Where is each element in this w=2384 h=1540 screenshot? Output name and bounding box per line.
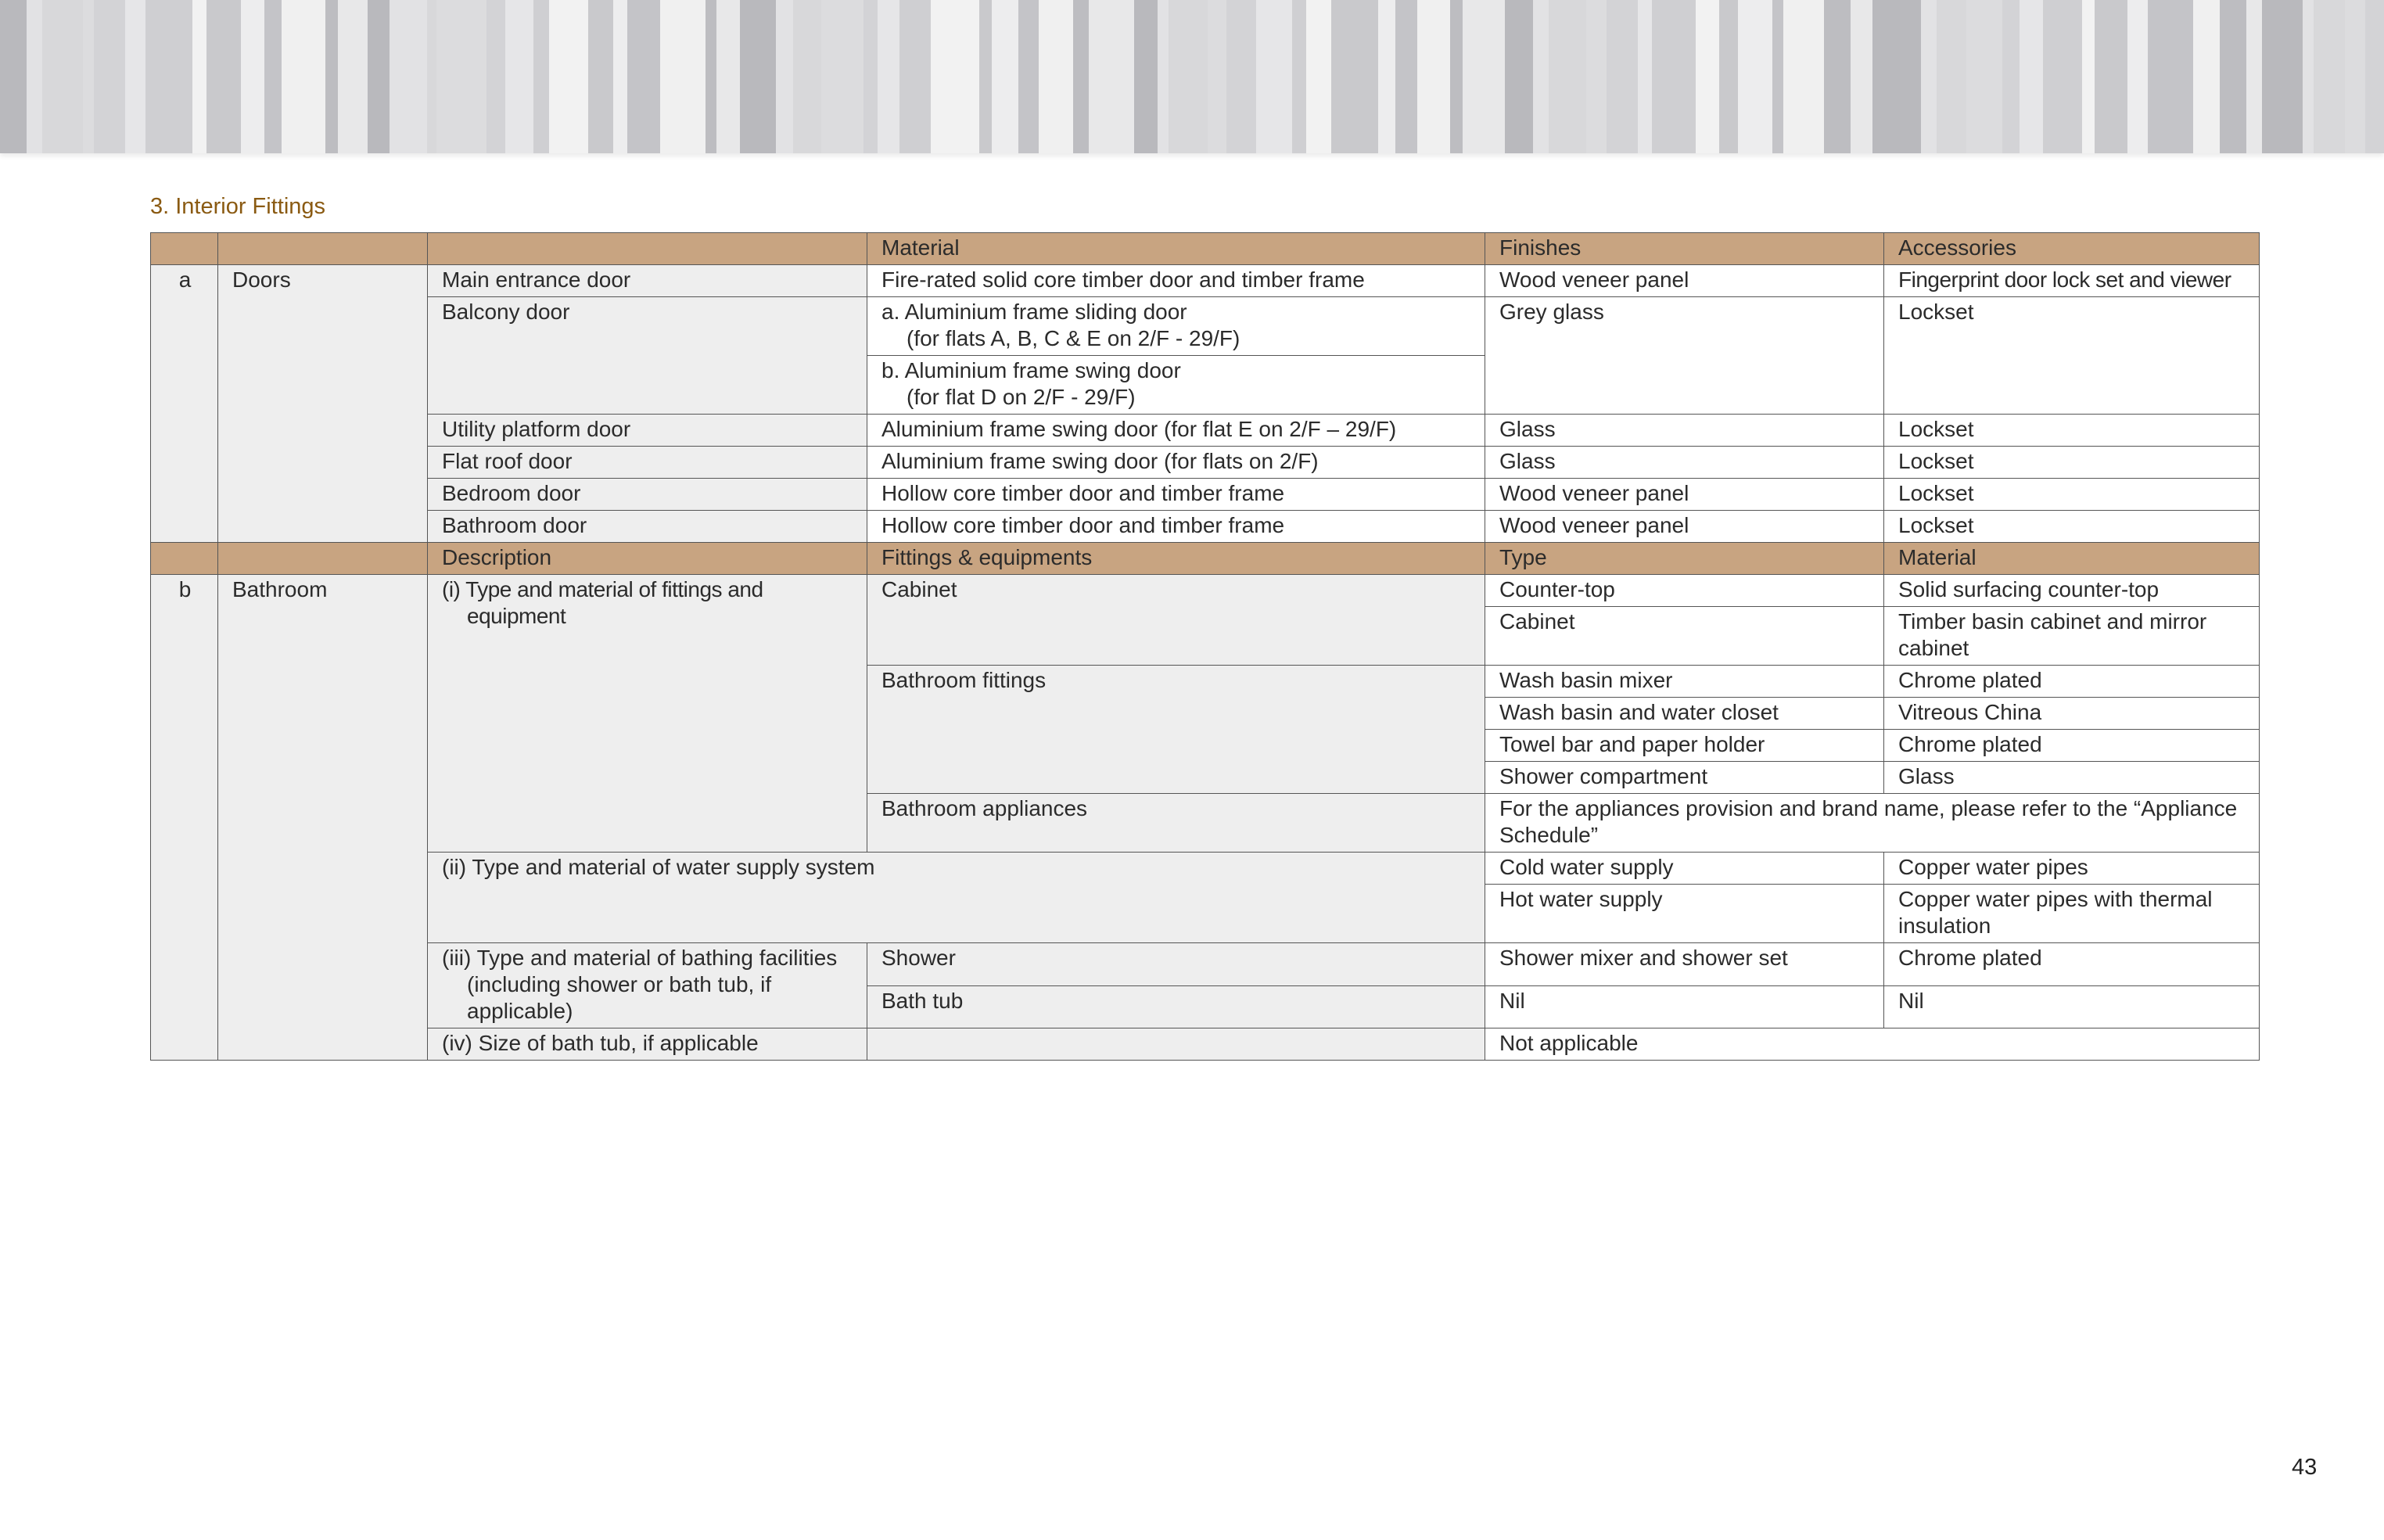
accessories-cell: Fingerprint door lock set and viewer <box>1884 265 2260 297</box>
category-label: Bathroom <box>218 575 428 1061</box>
type-cell: Nil <box>1485 985 1884 1028</box>
header-accessories: Accessories <box>1884 233 2260 265</box>
banner-stripe <box>1378 0 1395 153</box>
empty-cell <box>867 1028 1485 1061</box>
banner-stripe <box>878 0 899 153</box>
banner-stripe <box>1652 0 1696 153</box>
banner-stripe <box>83 0 94 153</box>
banner-stripe <box>1292 0 1306 153</box>
material-cell: Vitreous China <box>1884 698 2260 730</box>
banner-stripe <box>740 0 776 153</box>
banner-stripe <box>427 0 436 153</box>
banner-stripe <box>1872 0 1921 153</box>
material-cell: Glass <box>1884 762 2260 794</box>
banner-stripe <box>1937 0 1966 153</box>
row-index: b <box>151 575 218 1061</box>
description-cell <box>428 575 867 853</box>
banner-stripe <box>1533 0 1549 153</box>
material-cell: Copper water pipes with thermal insulation <box>1884 885 2260 943</box>
item-label: Balcony door <box>428 297 867 415</box>
material-cell <box>867 297 1485 356</box>
banner-stripe <box>1331 0 1378 153</box>
header-finishes: Finishes <box>1485 233 1884 265</box>
banner-stripe <box>27 0 42 153</box>
description-iii: (iii) Type and material of bathing facilities <box>442 946 838 970</box>
banner-stripe <box>1039 0 1073 153</box>
material-option-a: a. Aluminium frame sliding door <box>881 300 1187 324</box>
item-label: Utility platform door <box>428 415 867 447</box>
item-label: Main entrance door <box>428 265 867 297</box>
banner-stripe <box>1395 0 1417 153</box>
bathroom-header-row <box>151 543 2260 575</box>
finishes-cell: Wood veneer panel <box>1485 479 1884 511</box>
material-option-b: b. Aluminium frame swing door <box>881 358 1181 382</box>
doors-header-row <box>151 233 2260 265</box>
banner-stripe <box>549 0 588 153</box>
banner-stripe <box>863 0 878 153</box>
appliances-note: For the appliances provision and brand name, please refer to the “Appliance Schedule” <box>1485 794 2260 853</box>
banner-stripe <box>821 0 863 153</box>
banner-stripe <box>325 0 338 153</box>
banner-stripe <box>1073 0 1089 153</box>
banner-stripe <box>588 0 613 153</box>
banner-stripe <box>2020 0 2043 153</box>
banner-stripe <box>1607 0 1638 153</box>
material-cell: Hollow core timber door and timber frame <box>867 479 1485 511</box>
table-row <box>151 297 2260 356</box>
banner-stripe <box>206 0 241 153</box>
banner-stripe <box>992 0 1018 153</box>
item-label: Bathroom door <box>428 511 867 543</box>
banner-stripe <box>2314 0 2345 153</box>
header-material: Material <box>1884 543 2260 575</box>
fittings-cell: Bathroom appliances <box>867 794 1485 853</box>
type-cell: Shower compartment <box>1485 762 1884 794</box>
fittings-cell: Cabinet <box>867 575 1485 666</box>
table-row <box>151 479 2260 511</box>
material-cell <box>867 356 1485 415</box>
banner-stripe <box>931 0 979 153</box>
table-row <box>151 265 2260 297</box>
banner-stripe <box>1450 0 1463 153</box>
banner-stripe <box>486 0 505 153</box>
banner-stripe <box>192 0 206 153</box>
table-row <box>151 575 2260 607</box>
material-option-a-note: (for flats A, B, C & E on 2/F - 29/F) <box>907 326 1240 350</box>
category-label: Doors <box>218 265 428 543</box>
material-cell: Fire-rated solid core timber door and timber frame <box>867 265 1485 297</box>
header-banner <box>0 0 2384 153</box>
table-row <box>151 853 2260 885</box>
finishes-cell: Wood veneer panel <box>1485 265 1884 297</box>
banner-stripe <box>1824 0 1851 153</box>
accessories-cell: Lockset <box>1884 447 2260 479</box>
banner-stripe <box>2082 0 2095 153</box>
description-ii: (ii) Type and material of water supply system <box>428 853 1485 943</box>
material-cell: Aluminium frame swing door (for flats on 2/F) <box>867 447 1485 479</box>
banner-stripe <box>533 0 549 153</box>
banner-stripe <box>1208 0 1226 153</box>
material-cell: Chrome plated <box>1884 943 2260 986</box>
banner-stripe <box>1719 0 1738 153</box>
header-type: Type <box>1485 543 1884 575</box>
material-cell: Nil <box>1884 985 2260 1028</box>
banner-stripe <box>2303 0 2314 153</box>
banner-stripe <box>264 0 282 153</box>
banner-stripe <box>1226 0 1256 153</box>
banner-stripe <box>368 0 390 153</box>
type-cell: Towel bar and paper holder <box>1485 730 1884 762</box>
banner-stripe <box>979 0 992 153</box>
banner-stripe <box>899 0 931 153</box>
type-cell: Counter-top <box>1485 575 1884 607</box>
banner-stripe <box>716 0 740 153</box>
banner-stripe <box>776 0 793 153</box>
banner-stripe <box>1783 0 1824 153</box>
section-title: 3. Interior Fittings <box>150 194 326 219</box>
banner-stripe <box>2345 0 2365 153</box>
banner-stripe <box>1586 0 1607 153</box>
banner-stripe <box>2002 0 2020 153</box>
banner-stripe <box>660 0 706 153</box>
description-iv: (iv) Size of bath tub, if applicable <box>428 1028 867 1061</box>
item-label: Flat roof door <box>428 447 867 479</box>
banner-stripe <box>241 0 264 153</box>
page-number: 43 <box>2292 1455 2318 1480</box>
banner-stripe <box>1772 0 1783 153</box>
banner-stripe <box>436 0 486 153</box>
banner-stripe <box>2043 0 2082 153</box>
type-cell: Shower mixer and shower set <box>1485 943 1884 986</box>
banner-stripe <box>1134 0 1158 153</box>
banner-stripe <box>390 0 427 153</box>
description-i: (i) Type and material of fittings and <box>442 577 763 601</box>
banner-stripe <box>1018 0 1039 153</box>
type-cell: Cabinet <box>1485 607 1884 666</box>
banner-stripe <box>338 0 368 153</box>
banner-stripe <box>2193 0 2220 153</box>
table-row <box>151 511 2260 543</box>
banner-stripe <box>1089 0 1134 153</box>
table-row <box>151 415 2260 447</box>
banner-stripe <box>1158 0 1169 153</box>
material-cell: Solid surfacing counter-top <box>1884 575 2260 607</box>
banner-stripe <box>0 0 27 153</box>
header-fittings: Fittings & equipments <box>867 543 1485 575</box>
material-cell: Chrome plated <box>1884 666 2260 698</box>
description-i-cont: equipment <box>467 604 566 628</box>
banner-stripe <box>145 0 192 153</box>
type-cell: Hot water supply <box>1485 885 1884 943</box>
banner-stripe <box>1549 0 1586 153</box>
banner-stripe <box>1966 0 2002 153</box>
banner-stripe <box>1638 0 1652 153</box>
material-option-b-note: (for flat D on 2/F - 29/F) <box>907 385 1136 409</box>
accessories-cell: Lockset <box>1884 415 2260 447</box>
banner-stripe <box>2095 0 2127 153</box>
banner-stripe <box>94 0 125 153</box>
accessories-cell: Lockset <box>1884 479 2260 511</box>
material-cell: Chrome plated <box>1884 730 2260 762</box>
header-description: Description <box>428 543 867 575</box>
banner-stripe <box>793 0 821 153</box>
description-cell <box>428 943 867 1028</box>
banner-stripe <box>2220 0 2246 153</box>
banner-stripe <box>1921 0 1937 153</box>
banner-stripe <box>1417 0 1450 153</box>
fittings-cell: Shower <box>867 943 1485 986</box>
banner-stripe <box>505 0 533 153</box>
item-label: Bedroom door <box>428 479 867 511</box>
banner-stripe <box>2246 0 2262 153</box>
table-row <box>151 943 2260 986</box>
interior-fittings-table <box>150 232 2260 1061</box>
header-material: Material <box>867 233 1485 265</box>
banner-stripe <box>42 0 83 153</box>
banner-stripe <box>2262 0 2303 153</box>
accessories-cell: Lockset <box>1884 511 2260 543</box>
banner-stripe <box>1851 0 1872 153</box>
banner-stripe <box>1256 0 1292 153</box>
banner-stripe <box>1696 0 1719 153</box>
material-cell: Hollow core timber door and timber frame <box>867 511 1485 543</box>
finishes-cell: Grey glass <box>1485 297 1884 415</box>
banner-stripe <box>282 0 325 153</box>
fittings-cell: Bath tub <box>867 985 1485 1028</box>
type-cell: Wash basin and water closet <box>1485 698 1884 730</box>
banner-stripe <box>613 0 627 153</box>
banner-stripe <box>706 0 716 153</box>
finishes-cell: Wood veneer panel <box>1485 511 1884 543</box>
banner-stripe <box>125 0 145 153</box>
type-cell: Wash basin mixer <box>1485 666 1884 698</box>
fittings-cell: Bathroom fittings <box>867 666 1485 794</box>
type-cell: Cold water supply <box>1485 853 1884 885</box>
bath-tub-size: Not applicable <box>1485 1028 2260 1061</box>
finishes-cell: Glass <box>1485 447 1884 479</box>
finishes-cell: Glass <box>1485 415 1884 447</box>
material-cell: Aluminium frame swing door (for flat E on 2/F – 29/F) <box>867 415 1485 447</box>
banner-stripe <box>1169 0 1208 153</box>
description-iii-cont: (including shower or bath tub, if applicable) <box>467 972 772 1023</box>
banner-stripe <box>1505 0 1533 153</box>
banner-stripe <box>1738 0 1772 153</box>
row-index: a <box>151 265 218 543</box>
table-row <box>151 1028 2260 1061</box>
banner-stripe <box>1463 0 1505 153</box>
table-row <box>151 447 2260 479</box>
material-cell: Copper water pipes <box>1884 853 2260 885</box>
material-cell: Timber basin cabinet and mirror cabinet <box>1884 607 2260 666</box>
banner-stripe <box>2148 0 2193 153</box>
banner-stripe <box>627 0 660 153</box>
banner-stripe <box>1306 0 1331 153</box>
banner-stripe <box>2127 0 2148 153</box>
banner-stripe <box>2365 0 2384 153</box>
accessories-cell: Lockset <box>1884 297 2260 415</box>
